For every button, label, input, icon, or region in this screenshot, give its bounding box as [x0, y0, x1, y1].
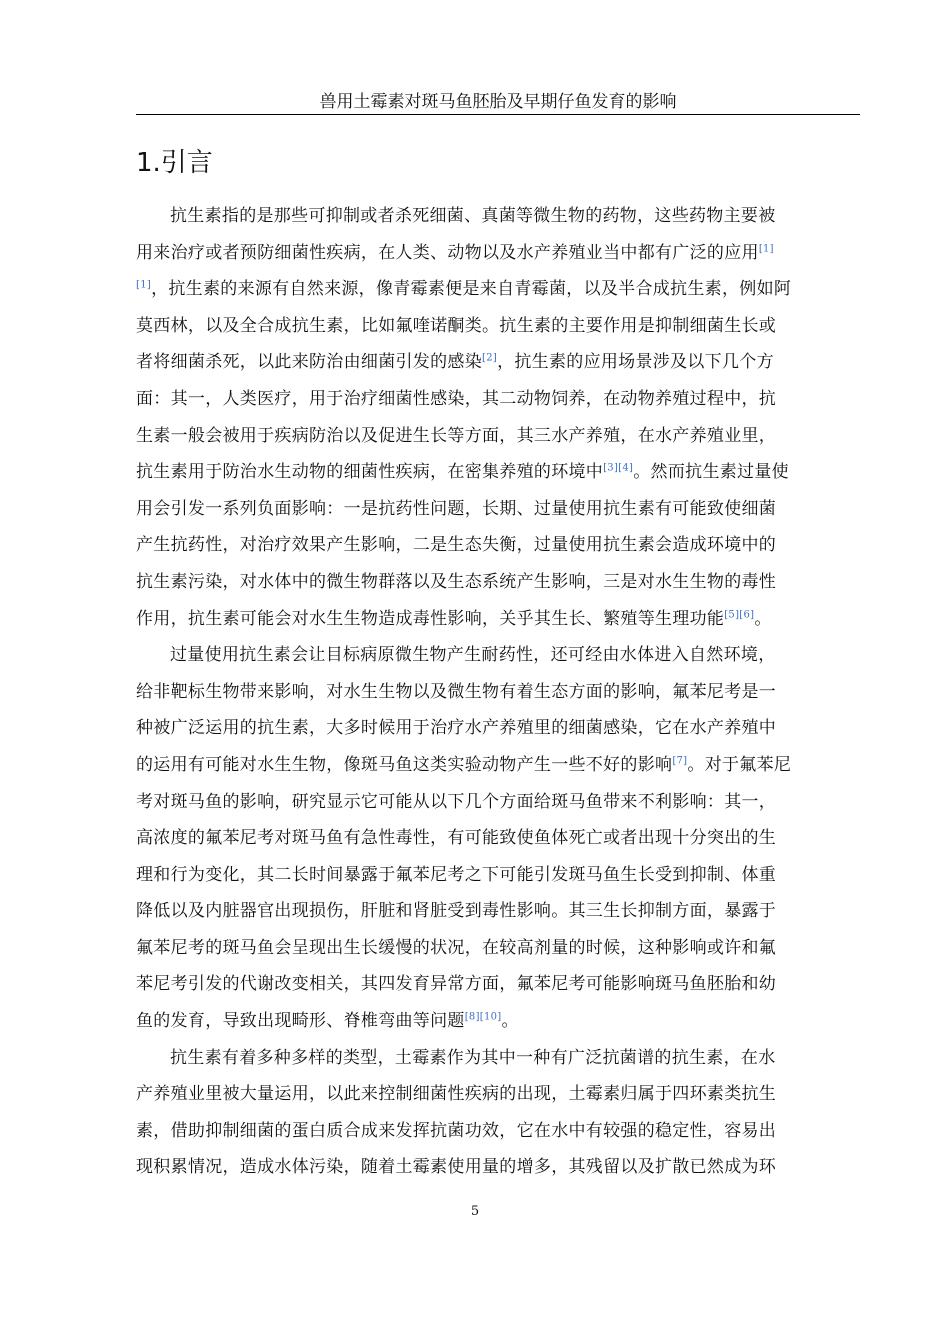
line-text-continued: ，抗生素的应用场景涉及以下几个方 — [497, 352, 774, 373]
citation-reference[interactable]: [2] — [482, 352, 498, 364]
text-line — [136, 1113, 860, 1150]
line-text: 面：其一，人类医疗，用于治疗细菌性感染，其二动物饲养，在动物养殖过程中，抗 — [136, 388, 777, 409]
citation-reference[interactable]: [3][4] — [603, 462, 634, 474]
header-rule — [136, 114, 860, 115]
running-header: 兽用土霉素对斑马鱼胚胎及早期仔鱼发育的影响 — [319, 92, 677, 112]
text-line — [136, 966, 860, 1003]
text-line — [136, 381, 860, 418]
line-text: 抗生素污染，对水体中的微生物群落以及生态系统产生影响，三是对水生生物的毒性 — [136, 571, 777, 592]
text-line — [136, 1003, 860, 1040]
line-text-continued: 。对于氟苯尼 — [687, 754, 792, 775]
text-line — [136, 1149, 860, 1186]
line-text: 生素一般会被用于疾病防治以及促进生长等方面，其三水产养殖，在水产养殖业里， — [136, 425, 777, 446]
text-line — [136, 454, 860, 491]
line-text: 者将细菌杀死，以此来防治由细菌引发的感染 — [136, 352, 482, 373]
line-text: ，抗生素的来源有自然来源，像青霉素便是来自青霉菌，以及半合成抗生素，例如阿 — [151, 279, 792, 300]
text-line — [136, 271, 860, 308]
text-line — [136, 308, 860, 345]
text-line — [136, 747, 860, 784]
page-number: 5 — [470, 1204, 480, 1219]
line-text: 的运用有可能对水生生物，像斑马鱼这类实验动物产生一些不好的影响 — [136, 754, 673, 775]
body-text — [136, 198, 860, 1186]
text-line — [136, 1040, 860, 1077]
paragraph — [136, 198, 860, 637]
text-line — [136, 857, 860, 894]
line-text: 产生抗药性，对治疗效果产生影响，二是生态失衡，过量使用抗生素会造成环境中的 — [136, 535, 777, 556]
text-line — [136, 637, 860, 674]
line-text: 素，借助抑制细菌的蛋白质合成来发挥抗菌功效，它在水中有较强的稳定性，容易出 — [136, 1120, 777, 1141]
line-text: 用来治疗或者预防细菌性疾病，在人类、动物以及水产养殖业当中都有广泛的应用 — [136, 242, 759, 263]
line-text: 高浓度的氟苯尼考对斑马鱼有急性毒性，有可能致使鱼体死亡或者出现十分突出的生 — [136, 828, 777, 849]
citation-reference[interactable]: [1] — [758, 242, 774, 254]
text-line — [136, 344, 860, 381]
text-line — [136, 784, 860, 821]
text-line — [136, 674, 860, 711]
line-text: 鱼的发育，导致出现畸形、脊椎弯曲等问题 — [136, 1011, 465, 1032]
section-heading: 1.引言 — [136, 148, 213, 178]
line-text: 抗生素用于防治水生动物的细菌性疾病，在密集养殖的环境中 — [136, 462, 604, 483]
line-text: 氟苯尼考的斑马鱼会呈现出生长缓慢的状况，在较高剂量的时候，这种影响或许和氟 — [136, 937, 777, 958]
line-text-continued: 。然而抗生素过量使 — [633, 462, 789, 483]
citation-reference[interactable]: [5][6] — [724, 608, 755, 620]
line-text: 产养殖业里被大量运用，以此来控制细菌性疾病的出现，土霉素归属于四环素类抗生 — [136, 1084, 777, 1105]
citation-reference[interactable]: [7] — [672, 755, 688, 767]
text-line — [136, 491, 860, 528]
paragraph — [136, 637, 860, 1040]
line-text: 降低以及内脏器官出现损伤，肝脏和肾脏受到毒性影响。其三生长抑制方面，暴露于 — [136, 901, 777, 922]
line-text: 考对斑马鱼的影响，研究显示它可能从以下几个方面给斑马鱼带来不利影响：其一， — [136, 791, 777, 812]
line-text: 现积累情况，造成水体污染，随着土霉素使用量的增多，其残留以及扩散已然成为环 — [136, 1157, 777, 1178]
text-line — [136, 564, 860, 601]
line-text: 过量使用抗生素会让目标病原微生物产生耐药性，还可经由水体进入自然环境， — [170, 645, 776, 666]
paragraph — [136, 1040, 860, 1186]
line-text: 理和行为变化，其二长时间暴露于氟苯尼考之下可能引发斑马鱼生长受到抑制、体重 — [136, 864, 777, 885]
text-line — [136, 893, 860, 930]
text-line — [136, 930, 860, 967]
text-line — [136, 198, 860, 235]
text-line — [136, 1076, 860, 1113]
text-line — [136, 235, 860, 272]
line-text: 莫西林，以及全合成抗生素，比如氟喹诺酮类。抗生素的主要作用是抑制细菌生长或 — [136, 315, 777, 336]
text-line — [136, 601, 860, 638]
line-text: 用会引发一系列负面影响：一是抗药性问题，长期、过量使用抗生素有可能致使细菌 — [136, 498, 777, 519]
text-line — [136, 418, 860, 455]
line-text: 种被广泛运用的抗生素，大多时候用于治疗水产养殖里的细菌感染，它在水产养殖中 — [136, 718, 777, 739]
citation-reference[interactable]: [1] — [136, 279, 152, 291]
line-text-continued: 。 — [501, 1011, 519, 1032]
line-text: 给非靶标生物带来影响，对水生生物以及微生物有着生态方面的影响，氟苯尼考是一 — [136, 681, 777, 702]
line-text: 苯尼考引发的代谢改变相关，其四发育异常方面，氟苯尼考可能影响斑马鱼胚胎和幼 — [136, 974, 777, 995]
line-text: 作用，抗生素可能会对水生生物造成毒性影响，关乎其生长、繁殖等生理功能 — [136, 608, 725, 629]
line-text-continued: 。 — [754, 608, 772, 629]
line-text: 抗生素指的是那些可抑制或者杀死细菌、真菌等微生物的药物，这些药物主要被 — [170, 206, 776, 226]
text-line — [136, 527, 860, 564]
citation-reference[interactable]: [8][10] — [464, 1011, 502, 1023]
text-line — [136, 820, 860, 857]
text-line — [136, 710, 860, 747]
line-text: 抗生素有着多种多样的类型，土霉素作为其中一种有广泛抗菌谱的抗生素，在水 — [170, 1047, 776, 1068]
